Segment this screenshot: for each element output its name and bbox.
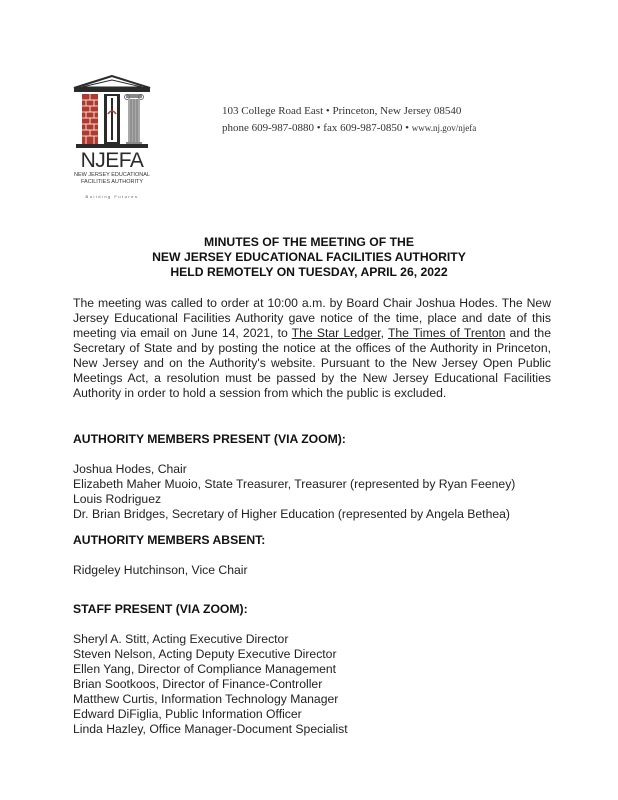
title-line-1: MINUTES OF THE MEETING OF THE bbox=[204, 235, 414, 249]
title-line-3: HELD REMOTELY ON TUESDAY, APRIL 26, 2022 bbox=[170, 265, 448, 279]
address-line: 103 College Road East • Princeton, New Jersey 08540 bbox=[222, 105, 462, 117]
members-present-list bbox=[73, 462, 515, 522]
list-item: Joshua Hodes, Chair bbox=[73, 462, 187, 476]
list-item: Louis Rodriguez bbox=[73, 492, 162, 506]
list-item: Steven Nelson, Acting Deputy Executive Director bbox=[73, 647, 337, 661]
list-item: Sheryl A. Stitt, Acting Executive Director bbox=[73, 632, 289, 646]
list-item: Elizabeth Maher Muoio, State Treasurer, Treasurer (represented by Ryan Feeney) bbox=[73, 477, 516, 491]
list-item: Dr. Brian Bridges, Secretary of Higher Education (represented by Angela Bethea) bbox=[73, 507, 510, 521]
title-line-2: NEW JERSEY EDUCATIONAL FACILITIES AUTHORITY bbox=[152, 250, 466, 264]
building-pillars-icon bbox=[68, 74, 156, 150]
contact-line bbox=[222, 120, 476, 137]
phone-fax: phone 609-987-0880 • fax 609-987-0850 • bbox=[222, 122, 410, 134]
logo-tagline: Building Futures bbox=[85, 194, 139, 199]
newspaper-times-of-trenton: The Times of Trenton bbox=[387, 326, 506, 340]
document-title bbox=[0, 235, 618, 280]
staff-present-list bbox=[73, 632, 348, 737]
list-item: Brian Sootkoos, Director of Finance-Controller bbox=[73, 677, 323, 691]
members-absent-list bbox=[73, 563, 248, 578]
members-absent-heading: AUTHORITY MEMBERS ABSENT: bbox=[73, 533, 266, 547]
staff-present-heading: STAFF PRESENT (VIA ZOOM): bbox=[73, 602, 248, 616]
list-item: Matthew Curtis, Information Technology Manager bbox=[73, 692, 339, 706]
website-link[interactable]: www.nj.gov/njefa bbox=[411, 123, 477, 133]
logo-organization-name: NEW JERSEY EDUCATIONAL FACILITIES AUTHORITY bbox=[74, 172, 150, 185]
list-item: Edward DiFiglia, Public Information Officer bbox=[73, 707, 302, 721]
letterhead-address bbox=[222, 103, 476, 137]
list-item: Ridgeley Hutchinson, Vice Chair bbox=[73, 563, 248, 577]
newspaper-star-ledger: The Star Ledger bbox=[291, 326, 381, 340]
members-present-heading: AUTHORITY MEMBERS PRESENT (VIA ZOOM): bbox=[73, 432, 346, 446]
list-item: Linda Hazley, Office Manager-Document Specialist bbox=[73, 722, 348, 736]
logo-wordmark: NJEFA bbox=[80, 149, 144, 172]
intro-paragraph: The meeting was called to order at 10:00 a.m. by Board Chair Joshua Hodes. The New Jersey Educational Facilities Authority gave notice of the time, place and date of this meeting via email on June 14, 2021, to The Star Ledger, The Times of Trenton and the Secretary of State and by posting the notice at the offices of the Authority in Princeton, New Jersey and on the Authority's website. Pursuant to the New Jersey Open Public Meetings Act, a resolution must be passed by the New Jersey Educational Facilities Authority in order to hold a session from which the public is excluded. bbox=[73, 296, 551, 400]
njefa-logo bbox=[68, 74, 156, 204]
list-item: Ellen Yang, Director of Compliance Management bbox=[73, 662, 337, 676]
